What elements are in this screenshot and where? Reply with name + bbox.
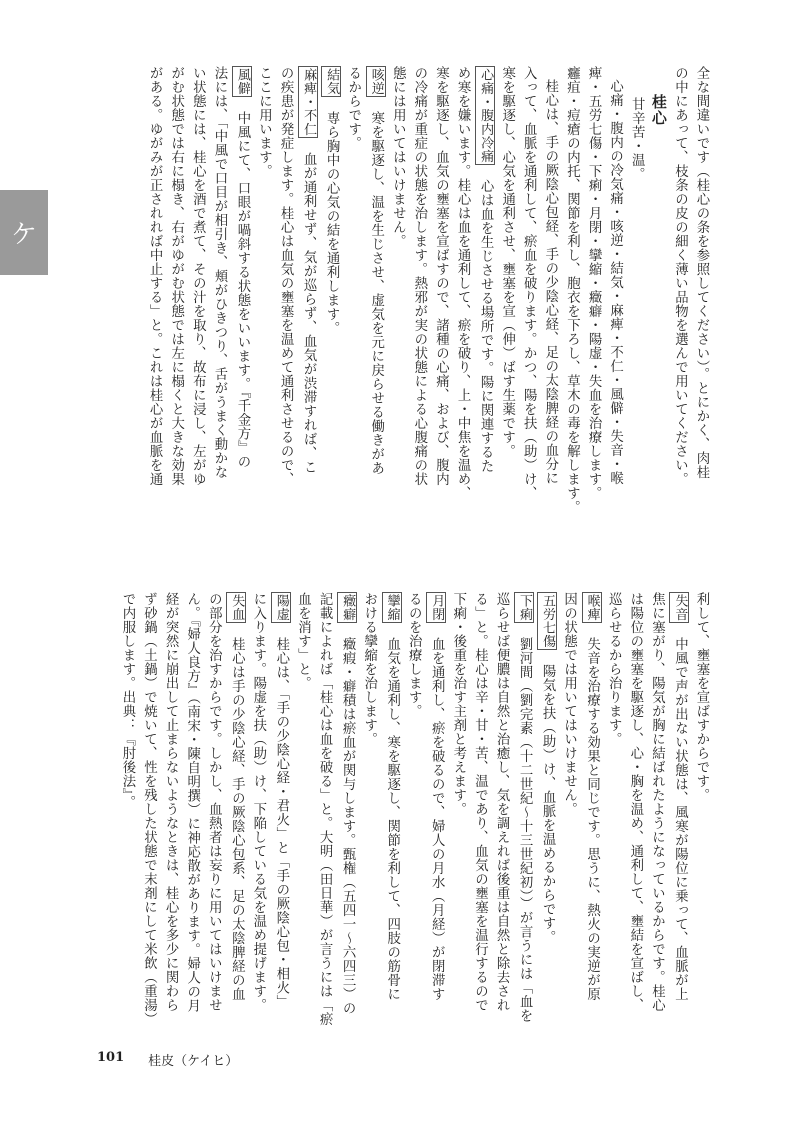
entry-text: 桂心は手の少陰心経、手の厥陰心包系、足の太陰脾経の血 [229,637,245,1002]
entry-first-line [230,66,253,566]
entry-first-line [424,592,447,1032]
entry-text: 寒を駆逐し、温を生じさせ、虚気を元に戻らせる働きがあ [368,111,384,476]
entry-first-line [535,592,558,1032]
entry-first-line [667,592,690,1032]
explanation-line: 入って、血脈を通利して、瘀血を破ります。かつ、陽を扶（助）け、 [521,66,537,500]
properties-line: 甘辛苦・温。 [629,96,645,181]
text-line: 焦に塞がり、陽気が胸に結ばれたようになっているからです。桂心 [649,592,665,1012]
text-line: の中にあって、枝条の皮の細く薄い品物を選んで用いてください。 [672,66,688,486]
text-line: ん。『婦人良方』（南宋・陳自明撰）に神応散があります。婦人の月 [184,592,200,1013]
entry-first-line [269,592,292,1032]
entry-text: 桂心は、「手の少陰心経・君火」と「手の厥陰心包・相火」 [273,637,289,1009]
keyword-box: 癥癖 [337,592,357,623]
text-line: ず砂鍋（土鍋）で焼いて、性を残した状態で末剤にして米飲（重湯） [141,592,157,1026]
text-line: 利して、壅塞を宣ばすからです。 [694,592,709,802]
text-line: 巡らせば便膿は自然と治癒し、気を調えれば後重は自然と除去され [494,592,510,1012]
keyword-box: 五労七傷 [537,592,557,650]
text-line: に入ります。陽虚を扶（助）け、下陥している気を温め提げます。 [250,592,266,1012]
text-line: るのを治療します。 [406,592,422,718]
entry-text: 心は血を生じさせる場所です。陽に関連するた [478,179,494,474]
entry-first-line [512,592,535,1032]
explanation-line: 桂心は、手の厥陰心包経、手の少陰心経、足の太陰脾経の血分に [542,79,558,486]
indications-line: 心痛・腹内の冷気痛・咳逆・結気・麻痺・不仁・風僻・失音・喉 [607,79,623,486]
text-line: で内服します。出典：『肘後法』。 [119,592,135,810]
text-line: の疾患が発症します。桂心は血気の壅塞を温めて通利させるので、 [278,66,294,486]
text-line: 因の状態では用いてはいけません。 [561,592,577,816]
text-line: 全な間違いです（桂心の条を参照してください）。とにかく、肉桂 [694,66,709,480]
keyword-box: 陽虚 [271,592,291,623]
entry-text: 中風で声が出ない状態は、風寒が陽位に乗って、血脈が上 [672,637,688,1002]
entry-text: 専ら胸中の心気の結を通利します。 [324,111,340,336]
entry-heading: 桂心 [649,94,668,126]
text-line: る」と。桂心は辛・甘・苦、温であり、血気の壅塞を温行するので [472,592,488,1012]
text-line: るからです。 [345,66,361,150]
text-line: め寒を嫌います。桂心は血を通利して、瘀を破り、上・中焦を温め、 [455,66,471,500]
running-title: 桂皮（ケイヒ） [148,1054,239,1069]
section-index-tab: ケ [0,190,48,275]
page-number: 101 [97,1050,125,1065]
entry-text: 血気を通利し、寒を駆逐し、関節を利して、四肢の筋骨に [384,637,400,1002]
entry-text: 中風にて、口眼が喎斜する状態をいいます。『千金方』の [234,111,250,469]
text-line: がある。ゆがみが正されれば中止する」と。これは桂心が血脈を通 [147,66,163,486]
bottom-text-block [72,592,712,1032]
keyword-box: 攣縮 [382,592,402,623]
keyword-box: 下痢 [514,592,534,623]
entry-text: 陽気を扶（助）け、血脈を温めるからです。 [540,664,556,945]
text-line: 法には、「中風で口目が相引き、頬がひきつり、舌がうまく動かな [211,66,227,480]
top-text-block [72,66,712,566]
text-line: 血を消す」と。 [295,592,311,690]
entry-first-line [335,592,358,1032]
text-line: ここに用います。 [256,66,272,178]
keyword-box: 心痛・腹内冷痛 [475,66,495,165]
text-line: 態には用いてはいけません。 [390,66,406,248]
keyword-box: 麻痺・不仁 [298,66,318,138]
entry-first-line [580,592,603,1032]
text-line: 下痢・後重を治す主剤と考えます。 [450,592,466,816]
text-line: がむ状態では右に榻き、右がゆがむ状態では左に榻くと大きな効果 [168,66,184,486]
entry-text: 失音を治療する効果と同じです。思うに、熱火の実逆が原 [584,637,600,1002]
keyword-box: 風僻 [232,66,252,97]
keyword-box: 失血 [226,592,246,623]
text-line: は陽位の壅塞を駆逐し、心・胸を温め、通利して、壅結を宣ばし、 [627,592,643,1012]
entry-text: 劉河間（劉完素（十二世紀〜十三世紀初））が言うには「血を [517,637,533,1023]
entry-first-line [380,592,403,1032]
explanation-line: 寒を駆逐し、心気を通利させ、壅塞を宣（伸）ばす生薬です。 [499,66,515,458]
text-line: い状態には、桂心を酒で煮て、その汁を取り、故布に浸し、左がゆ [190,66,206,486]
text-line: の部分を治すからです。しかし、血熱者は妄りに用いてはいけませ [206,592,222,1012]
indications-line: 癰疽・痘瘡の内托、関節を利し、胞衣を下ろし、草木の毒を解します。 [564,66,580,514]
text-line: 巡らせるから治ります。 [606,592,622,746]
entry-text: 癥瘕・癖積は瘀血が関与します。甄権（五四一〜六四三）の [340,637,356,1016]
indications-line: 痺・五労七傷・下痢・月閉・攣縮・癥癖・陽虚・失血を治療します。 [586,66,602,500]
entry-first-line [224,592,247,1032]
entry-text: 血を通利し、瘀を破るので、婦人の月水（月経）が閉滞す [429,637,445,1002]
text-line: 記載によれば「桂心は血を破る」と。大明（田日華）が言うには「瘀 [317,592,333,1026]
keyword-box: 喉痺 [582,592,602,623]
entry-first-line [319,66,342,566]
keyword-box: 咳逆 [366,66,386,97]
entry-text: 血が通利せず、気が巡らず、血気が渋滞すれば、こ [301,152,317,474]
page-footer [97,1050,238,1069]
entry-first-line [296,66,319,566]
text-line: 寒を駆逐し、血気の壅塞を宣ばすので、諸種の心痛、および、腹内 [433,66,449,486]
keyword-box: 結気 [321,66,341,97]
entry-first-line [364,66,387,566]
text-line: の冷痛が重症の状態を治します。熱邪が実の状態による心腹痛の状 [411,66,427,486]
text-line: 経が突然に崩出して止まらないようなときは、桂心を多少に関わら [163,592,179,1012]
keyword-box: 失音 [669,592,689,623]
keyword-box: 月閉 [426,592,446,623]
text-line: おける攣縮を治します。 [361,592,377,746]
entry-first-line [473,66,496,566]
